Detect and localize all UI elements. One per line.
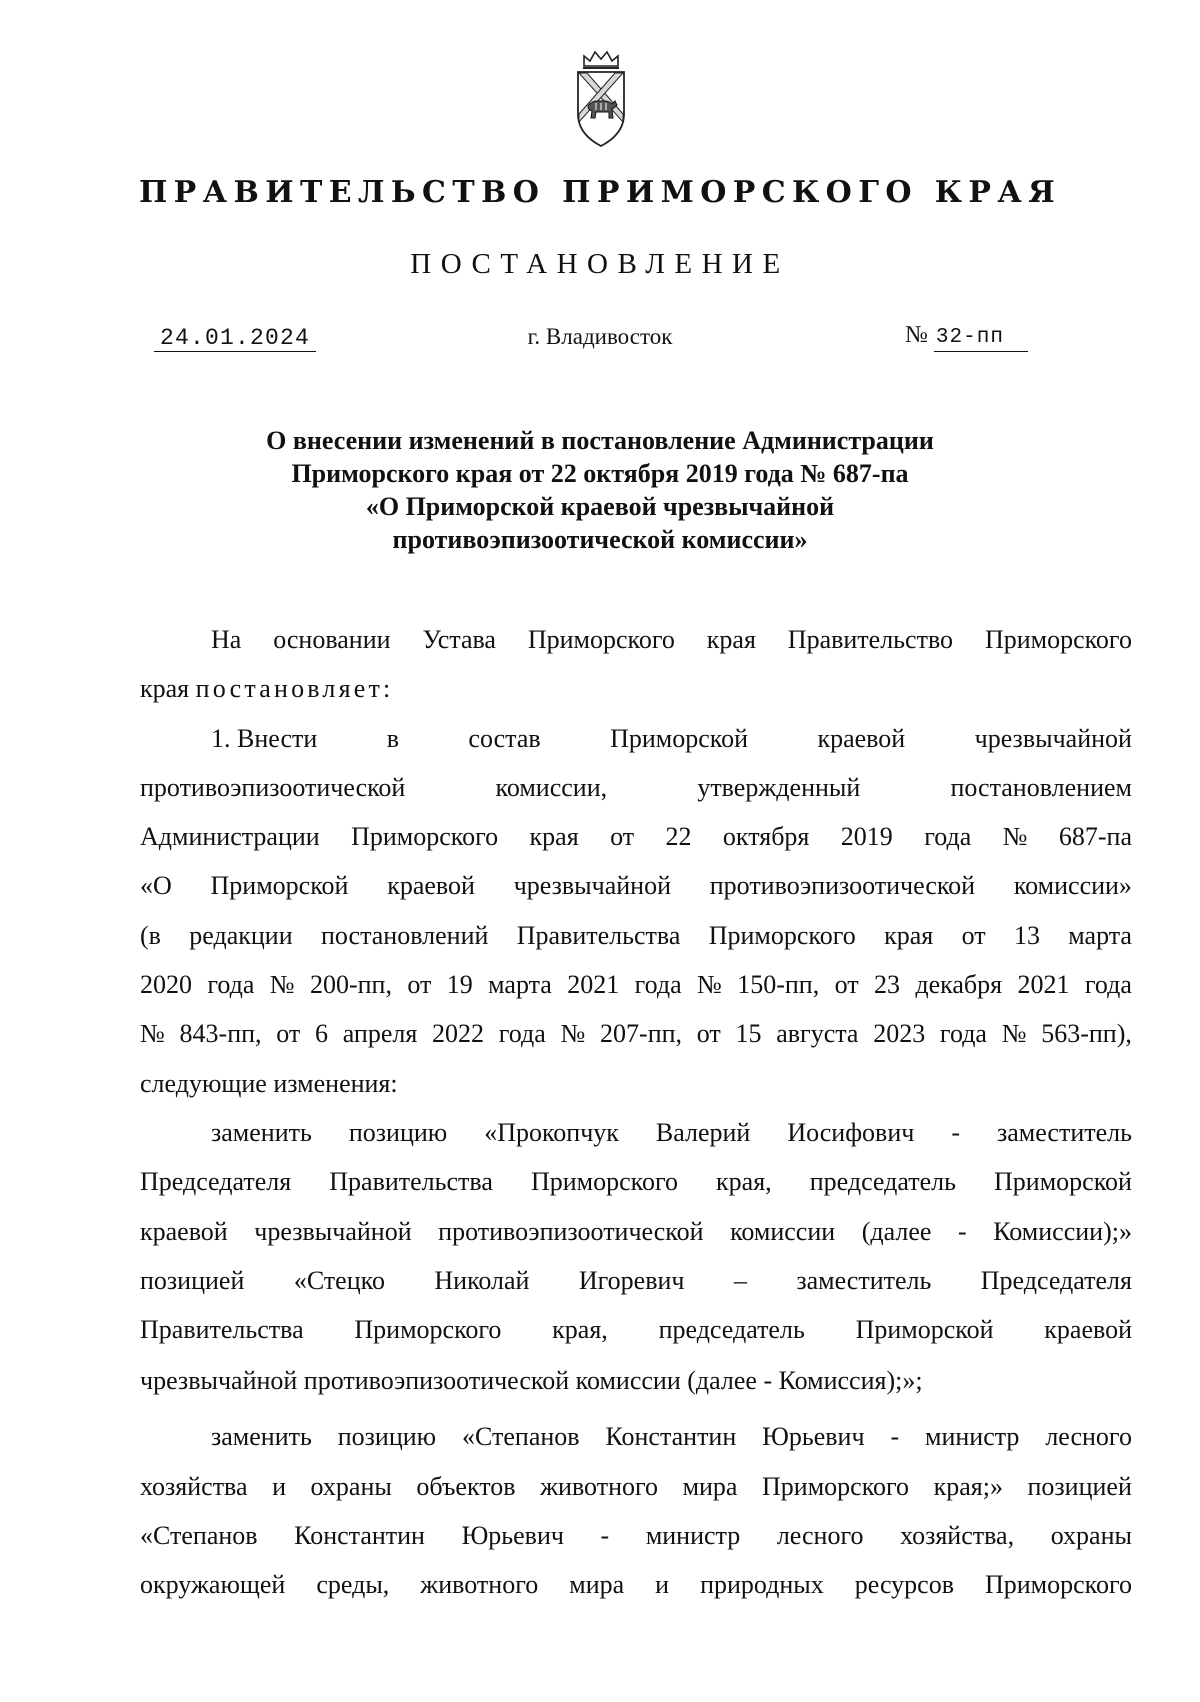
body-word: чрезвычайной — [254, 1216, 412, 1246]
body-word: - — [958, 1216, 967, 1246]
body-word: марта — [488, 970, 552, 1000]
body-word: 6 — [315, 1019, 328, 1049]
body-word: от — [696, 1019, 721, 1049]
body-word: края — [529, 822, 579, 852]
body-word: Приморского — [527, 625, 675, 654]
subject-line: О внесении изменений в постановление Администрации — [266, 426, 934, 455]
document-subject — [180, 424, 1020, 556]
body-word: краевой — [817, 723, 906, 753]
body-word: противоэпизоотической — [140, 772, 406, 802]
body-word: – — [733, 1265, 747, 1295]
body-word: «Прокопчук — [484, 1117, 619, 1147]
body-word: - — [890, 1422, 900, 1452]
body-word: министр — [925, 1422, 1020, 1452]
body-line — [140, 1462, 1132, 1511]
body-word: края, — [716, 1167, 772, 1197]
body-word: Приморской — [855, 1315, 994, 1345]
body-word: (далее — [861, 1216, 932, 1246]
body-word: чрезвычайной — [974, 723, 1132, 753]
body-line — [140, 861, 1132, 910]
body-word: от — [834, 970, 859, 1000]
body-word: Николай — [434, 1265, 530, 1295]
body-word: «О — [140, 871, 172, 901]
document-body — [140, 615, 1132, 1610]
body-word: от — [407, 970, 432, 1000]
government-name: ПРАВИТЕЛЬСТВО ПРИМОРСКОГО КРАЯ — [138, 175, 1062, 210]
body-word: 13 — [1013, 920, 1040, 950]
body-word: года — [634, 970, 682, 1000]
body-word: мира — [569, 1570, 625, 1600]
body-word: окружающей — [140, 1570, 286, 1600]
body-word: «Стецко — [293, 1265, 385, 1295]
document-type: ПОСТАНОВЛЕНИЕ — [410, 248, 790, 280]
number-label: № — [905, 322, 928, 348]
body-word: года — [1084, 970, 1132, 1000]
subject-line: противоэпизоотической комиссии» — [392, 525, 808, 554]
body-word: 200-пп, — [309, 970, 392, 1000]
body-word: животного — [540, 1471, 659, 1501]
body-word: председатель — [658, 1315, 805, 1345]
body-word: Иосифович — [787, 1117, 915, 1147]
subject-line: Приморского края от 22 октября 2019 года № 687-па — [291, 459, 909, 488]
body-word: Константин — [294, 1521, 425, 1551]
body-word: от — [276, 1019, 301, 1049]
body-word: 23 — [873, 970, 900, 1000]
body-word: краевой — [1044, 1315, 1132, 1345]
body-word: Игоревич — [578, 1265, 685, 1295]
body-line — [140, 615, 1132, 664]
body-word: - — [600, 1521, 610, 1551]
body-word: и — [655, 1570, 670, 1600]
body-word: года — [498, 1019, 546, 1049]
body-word: 1. Внести — [211, 723, 318, 753]
body-word: «Степанов — [140, 1521, 258, 1551]
body-word: На — [211, 625, 242, 654]
body-word: охраны — [310, 1471, 392, 1501]
body-word: Валерий — [655, 1117, 751, 1147]
body-word: декабря — [915, 970, 1003, 1000]
body-word: лесного — [776, 1521, 864, 1551]
body-word: заместитель — [996, 1117, 1132, 1147]
body-word: 207-пп, — [600, 1019, 683, 1049]
body-word: противоэпизоотической — [709, 871, 976, 901]
body-word: - — [951, 1117, 960, 1147]
body-word: 563-пп), — [1041, 1019, 1132, 1049]
body-line — [140, 1412, 1132, 1461]
body-word: Приморского — [984, 1570, 1132, 1600]
body-word: от — [610, 822, 635, 852]
body-line — [140, 1157, 1132, 1206]
body-word: края, — [552, 1315, 608, 1345]
body-word: 150-пп, — [737, 970, 820, 1000]
body-word: 15 — [735, 1019, 762, 1049]
document-number — [905, 322, 1028, 352]
body-word: от — [961, 920, 986, 950]
body-word: в — [386, 723, 399, 753]
body-word: № — [697, 970, 722, 1000]
body-word: министр — [645, 1521, 741, 1551]
body-line — [140, 1009, 1132, 1058]
body-word: года — [207, 970, 255, 1000]
body-word: апреля — [342, 1019, 418, 1049]
body-word: основании — [273, 625, 391, 654]
body-word: утвержденный — [697, 772, 861, 802]
body-word: 2023 — [873, 1019, 926, 1049]
body-line — [140, 1207, 1132, 1256]
body-word: «Степанов — [462, 1422, 580, 1452]
body-word: заместитель — [796, 1265, 932, 1295]
body-word: Администрации — [140, 822, 320, 852]
body-word: мира — [682, 1471, 738, 1501]
body-word: ресурсов — [854, 1570, 954, 1600]
body-word: позицию — [348, 1117, 448, 1147]
body-word: позицией — [1027, 1471, 1132, 1501]
body-word: редакции — [189, 920, 293, 950]
body-line — [140, 1511, 1132, 1560]
body-word: состав — [468, 723, 541, 753]
body-word: комиссии, — [495, 772, 608, 802]
body-word: председатель — [809, 1167, 956, 1197]
body-word: 2022 — [432, 1019, 485, 1049]
body-word: № — [140, 1019, 165, 1049]
body-word: комиссии» — [1013, 871, 1132, 901]
body-word: хозяйства — [140, 1471, 248, 1501]
body-word: позицией — [140, 1265, 245, 1295]
body-word: 19 — [446, 970, 473, 1000]
body-word: Приморской — [210, 871, 349, 901]
body-word: № — [1002, 822, 1028, 852]
body-line — [140, 664, 1132, 713]
body-word: следующие изменения: — [140, 1068, 398, 1098]
body-word: объектов — [416, 1471, 516, 1501]
body-word: Председателя — [140, 1167, 292, 1197]
body-word: края;» — [933, 1471, 1003, 1501]
body-line — [140, 1108, 1132, 1157]
body-word: охраны — [1050, 1521, 1132, 1551]
body-word: 687-па — [1058, 822, 1132, 852]
body-word: Приморской — [994, 1167, 1132, 1197]
body-word: чрезвычайной — [513, 871, 671, 901]
body-line — [140, 714, 1132, 763]
body-word: лесного — [1045, 1422, 1132, 1452]
body-word: 2021 — [1017, 970, 1070, 1000]
body-word: постановлений — [320, 920, 489, 950]
body-word: года — [924, 822, 972, 852]
body-word: и — [272, 1471, 286, 1501]
body-word: заменить — [211, 1422, 312, 1452]
body-line — [140, 812, 1132, 861]
body-word: края — [884, 920, 934, 950]
body-word: (в — [140, 920, 161, 950]
subject-line: «О Приморской краевой чрезвычайной — [365, 492, 835, 521]
body-word: краевой — [387, 871, 475, 901]
body-word: среды, — [316, 1570, 390, 1600]
body-word: 2020 — [140, 970, 192, 1000]
body-word: Правительства — [329, 1167, 493, 1197]
body-word: Приморского — [351, 822, 499, 852]
coat-of-arms-icon — [574, 48, 628, 152]
body-word: Приморской — [610, 723, 749, 753]
body-line — [140, 1059, 1132, 1108]
body-word: 843-пп, — [179, 1019, 262, 1049]
body-word: Константин — [605, 1422, 737, 1452]
body-word: Приморского — [984, 625, 1132, 654]
body-word: края — [706, 625, 756, 654]
body-word: августа — [776, 1019, 859, 1049]
body-word: краевой — [140, 1216, 228, 1246]
body-line — [140, 960, 1132, 1009]
body-line — [140, 1256, 1132, 1305]
body-word: года — [939, 1019, 987, 1049]
body-word: хозяйства, — [900, 1521, 1015, 1551]
body-word: Правительства — [140, 1315, 304, 1345]
body-word: комиссии — [730, 1216, 836, 1246]
document-date: 24.01.2024 — [154, 325, 316, 352]
body-word: Юрьевич — [762, 1422, 865, 1452]
body-word: Юрьевич — [461, 1521, 564, 1551]
body-word: природных — [700, 1570, 824, 1600]
body-word: Приморского — [762, 1471, 910, 1501]
body-line — [140, 763, 1132, 812]
number-value: 32-пп — [934, 325, 1028, 352]
body-word: № — [560, 1019, 586, 1049]
body-word: Приморского — [708, 920, 856, 950]
document-city: г. Владивосток — [527, 324, 673, 349]
body-word: № — [269, 970, 295, 1000]
body-word: заменить — [211, 1117, 312, 1147]
body-word: Правительство — [787, 625, 954, 654]
body-word: 2021 — [567, 970, 620, 1000]
body-line — [140, 911, 1132, 960]
body-word: постановлением — [950, 772, 1132, 802]
body-word: Комиссии);» — [993, 1216, 1132, 1246]
body-word: животного — [420, 1570, 539, 1600]
body-word: края — [140, 674, 190, 704]
body-word: 2019 — [840, 822, 893, 852]
body-word: позицию — [337, 1422, 437, 1452]
body-word: октября — [722, 822, 810, 852]
body-line — [140, 1354, 1132, 1408]
body-word: 22 — [665, 822, 692, 852]
body-word: Председателя — [980, 1265, 1132, 1295]
body-word: № — [1001, 1019, 1027, 1049]
body-word: Правительства — [516, 920, 681, 950]
body-word: противоэпизоотической — [438, 1216, 704, 1246]
body-word: чрезвычайной противоэпизоотической комиссии (далее - Комиссия);»; — [140, 1366, 923, 1396]
body-word: Устава — [422, 625, 496, 654]
body-word: марта — [1068, 920, 1132, 950]
body-line — [140, 1560, 1132, 1609]
body-word: Приморского — [530, 1167, 678, 1197]
body-word: постановляет: — [195, 674, 394, 704]
body-word: Приморского — [354, 1315, 502, 1345]
body-line — [140, 1305, 1132, 1354]
